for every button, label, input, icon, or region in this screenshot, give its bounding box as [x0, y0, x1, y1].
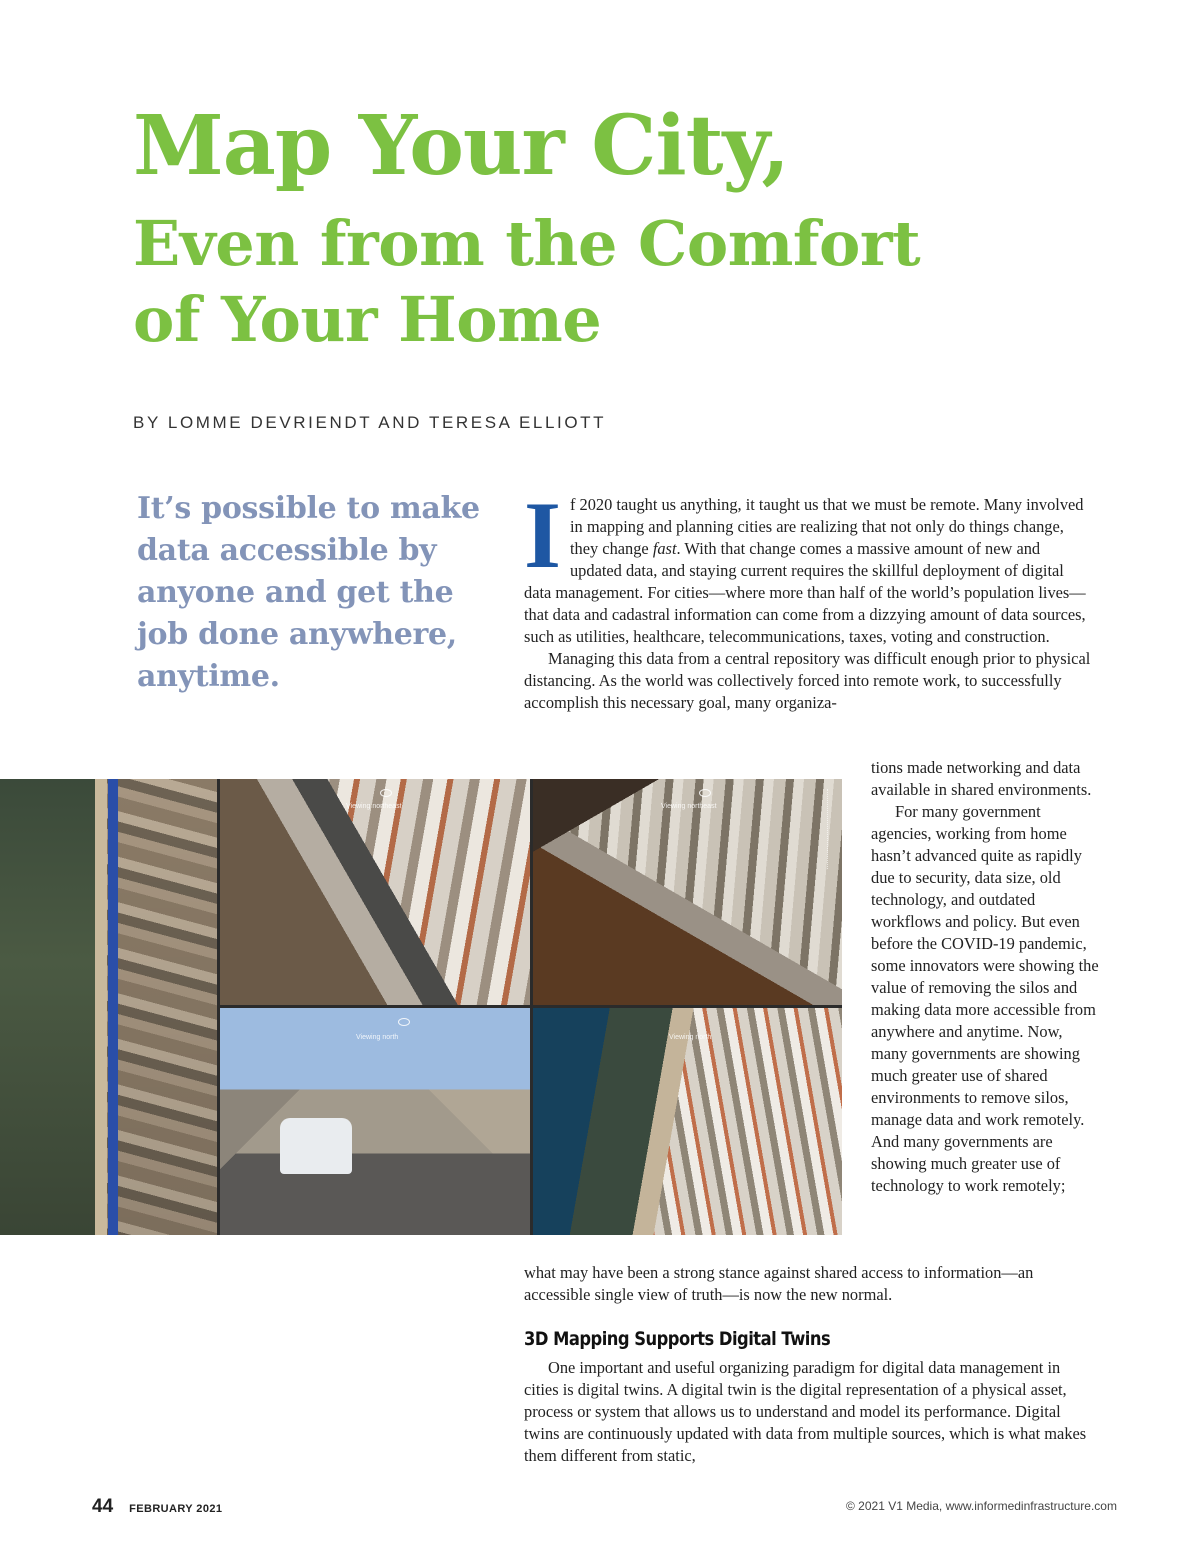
paragraph-3-continued-block — [524, 1262, 1090, 1306]
drop-cap: I — [524, 482, 561, 588]
map-image-collage — [0, 779, 842, 1235]
paragraph-2: Managing this data from a central repository was difficult enough prior to physical distancing. As the world was collectively forced into remote work, to successfully accomplish this necessary goal, many organiza- — [524, 649, 1091, 712]
paragraph-4: One important and useful organizing paradigm for digital data management in cities is digital twins. A digital twin is the digital representation of a physical asset, process or system that allows us to understand and model its performance. Digital twins are continuously updated with data from multiple sources, which is what makes them different from static, — [524, 1358, 1087, 1465]
eye-icon — [398, 1018, 410, 1026]
narrow-column — [871, 757, 1101, 1197]
section-heading: 3D Mapping Supports Digital Twins — [524, 1328, 831, 1350]
paragraph-3: For many government agencies, working from home hasn’t advanced quite as rapidly due to security, data size, old technology, and outdated workflows and policy. But even before the COVID-19 pandemic, some innovators were showing the value of removing the silos and making data more accessible from anywhere and anytime. Now, many governments are showing much greater use of shared environments to remove silos, manage data and work remotely. And many governments are showing much greater use of technology to work remotely; — [871, 802, 1099, 1195]
view-direction-label: Viewing north — [356, 1034, 399, 1041]
paragraph-1-emphasis: fast — [652, 539, 677, 558]
page-number: 44 — [92, 1496, 114, 1517]
eye-icon — [380, 789, 392, 797]
view-direction-label: Viewing north — [669, 1034, 712, 1041]
street-view-tile — [220, 1008, 530, 1235]
paragraph-3-continued: what may have been a strong stance against shared access to information—an accessible single view of truth—is now the new normal. — [524, 1263, 1034, 1304]
pull-quote: It’s possible to make data accessible by anyone and get the job done anywhere, anytime. — [137, 491, 480, 694]
toolbar-icons — [827, 789, 836, 869]
paragraph-2-continued: tions made networking and data available in shared environments. — [871, 758, 1092, 799]
eye-icon — [699, 789, 711, 797]
footer-left — [92, 1496, 222, 1518]
van-shape — [280, 1118, 352, 1174]
aerial-map-tile — [0, 779, 217, 1235]
subtitle-line-1: Even from the Comfort — [133, 207, 921, 280]
article-title: Map Your City, — [133, 98, 789, 194]
paragraph-1 — [524, 482, 1092, 648]
article-subtitle — [133, 206, 1133, 358]
oblique-view-tile — [220, 779, 530, 1005]
view-direction-label: Viewing northeast — [346, 803, 402, 810]
issue-date: FEBRUARY 2021 — [129, 1503, 223, 1515]
paragraph-1-text: f 2020 taught us anything, it taught us that we must be remote. Many involved in mapping and planning cities are realizing that not only do things change, they change — [569, 495, 1084, 558]
byline: BY LOMME DEVRIENDT AND TERESA ELLIOTT — [133, 413, 607, 432]
coastline-aerial-tile — [533, 1008, 842, 1235]
point-cloud-tile — [533, 779, 842, 1005]
paragraph-1-end: . With that change comes a massive amount of new and updated data, and staying current requires the skillful deployment of digital data management. For cities—where more than half of the world’s population lives—that data and cadastral information can come from a dizzying amount of data sources, such as utilities, healthcare, telecommunications, taxes, voting and construction. — [524, 539, 1086, 646]
section-column — [524, 1357, 1090, 1467]
view-direction-label: Viewing northeast — [661, 803, 717, 810]
copyright-notice: © 2021 V1 Media, www.informedinfrastructure.com — [846, 1499, 1117, 1513]
intro-column — [524, 482, 1092, 714]
subtitle-line-2: of Your Home — [133, 283, 602, 356]
